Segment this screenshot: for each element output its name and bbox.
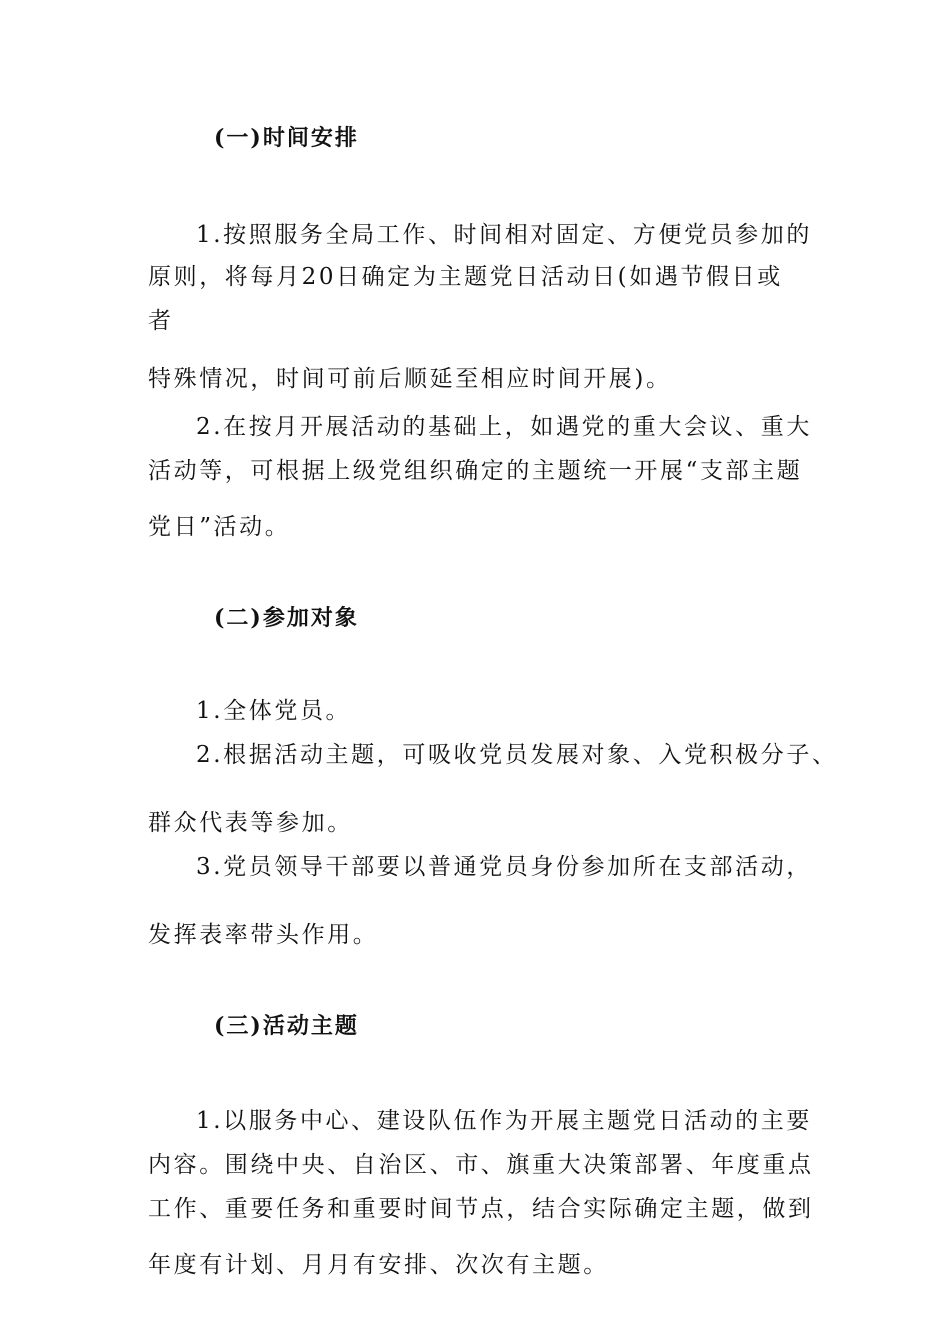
paragraph-line: 年度有计划、月月有安排、次次有主题。 bbox=[148, 1252, 609, 1278]
paragraph-line: 党日”活动。 bbox=[148, 514, 291, 540]
paragraph-line: 2.在按月开展活动的基础上，如遇党的重大会议、重大 bbox=[196, 414, 812, 440]
paragraph-line: 1.按照服务全局工作、时间相对固定、方便党员参加的 bbox=[196, 222, 812, 248]
paragraph-line: 发挥表率带头作用。 bbox=[148, 922, 379, 948]
paragraph-line: 1.全体党员。 bbox=[196, 698, 352, 724]
paragraph-line: 1.以服务中心、建设队伍作为开展主题党日活动的主要 bbox=[196, 1108, 812, 1134]
paragraph-line: 3.党员领导干部要以普通党员身份参加所在支部活动， bbox=[196, 854, 812, 880]
paragraph-line: 原则，将每月20日确定为主题党日活动日(如遇节假日或 bbox=[148, 264, 783, 290]
section-heading-theme: (三)活动主题 bbox=[214, 1013, 359, 1039]
paragraph-line: 内容。围绕中央、自治区、市、旗重大决策部署、年度重点 bbox=[148, 1152, 814, 1178]
section-heading-participants: (二)参加对象 bbox=[214, 605, 359, 631]
paragraph-line: 2.根据活动主题，可吸收党员发展对象、入党积极分子、 bbox=[196, 742, 838, 768]
section-heading-schedule: (一)时间安排 bbox=[214, 125, 359, 151]
paragraph-line: 群众代表等参加。 bbox=[148, 810, 353, 836]
paragraph-line: 特殊情况，时间可前后顺延至相应时间开展)。 bbox=[148, 366, 672, 392]
paragraph-line: 者 bbox=[148, 308, 174, 334]
paragraph-line: 活动等，可根据上级党组织确定的主题统一开展“支部主题 bbox=[148, 458, 803, 484]
paragraph-line: 工作、重要任务和重要时间节点，结合实际确定主题，做到 bbox=[148, 1196, 814, 1222]
